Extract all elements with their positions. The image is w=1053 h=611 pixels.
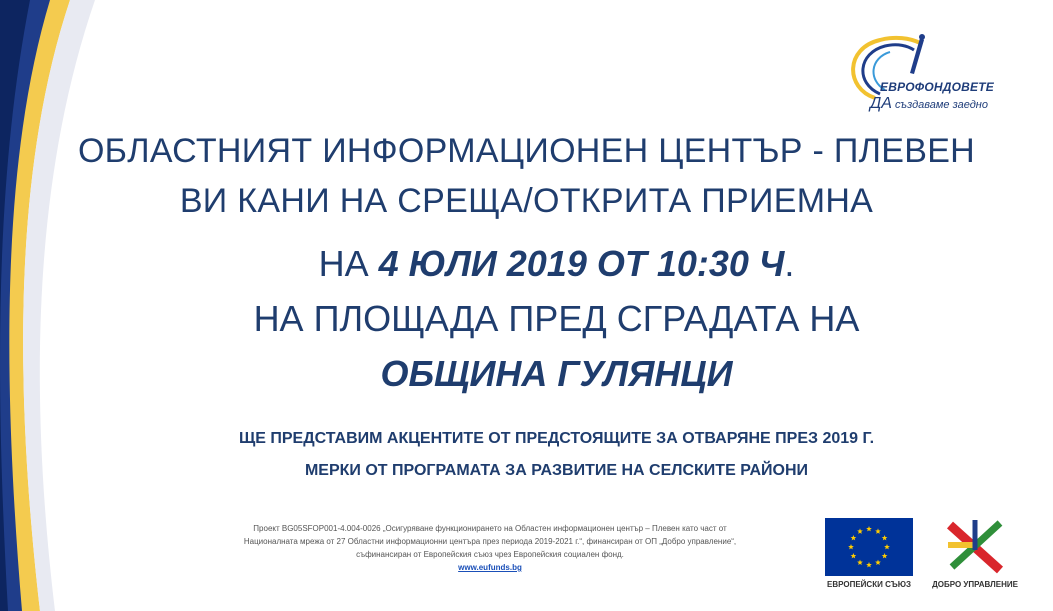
headline-municipality: ОБЩИНА ГУЛЯНЦИ	[380, 353, 733, 394]
eufunds-link[interactable]: www.eufunds.bg	[458, 563, 522, 572]
good-governance-label: ДОБРО УПРАВЛЕНИЕ	[932, 580, 1018, 589]
footer-line-1: Проект BG05SFOP001-4.004-0026 „Осигуряване функционирането на Областен информационен център – Плевен като част от	[253, 524, 727, 533]
subtext-line-2: МЕРКИ ОТ ПРОГРАМАТА ЗА РАЗВИТИЕ НА СЕЛСКИТЕ РАЙОНИ	[304, 462, 809, 479]
headline-line-1: ОБЛАСТНИЯТ ИНФОРМАЦИОНЕН ЦЕНТЪР - ПЛЕВЕН	[77, 132, 976, 170]
eu-label: ЕВРОПЕЙСКИ СЪЮЗ	[827, 580, 911, 589]
headline-line-4: НА ПЛОЩАДА ПРЕД СГРАДАТА НА	[253, 298, 860, 339]
footer-line-2: Националната мрежа от 27 Областни информационни центъра през периода 2019-2021 г.“, финансиран от ОП „Добро управление“,	[243, 537, 737, 546]
event-date: 4 ЮЛИ 2019 ОТ 10:30 Ч	[378, 243, 785, 284]
logo-tagline	[870, 95, 988, 113]
date-suffix: .	[784, 243, 795, 284]
footer-line-3: съфинансиран от Европейския съюз чрез Европейския социален фонд.	[356, 550, 624, 559]
logo-name: ЕВРОФОНДОВЕТЕ	[880, 80, 994, 94]
logo-tagline-rest: създаваме заедно	[895, 99, 988, 111]
headline-line-2: ВИ КАНИ НА СРЕЩА/ОТКРИТА ПРИЕМНА	[179, 182, 874, 220]
logo-tagline-da: ДА	[870, 95, 892, 112]
headline-line-3	[30, 243, 1053, 285]
subtext-line-1: ЩЕ ПРЕДСТАВИМ АКЦЕНТИТЕ ОТ ПРЕДСТОЯЩИТЕ ЗА ОТВАРЯНЕ ПРЕЗ 2019 Г.	[238, 430, 875, 447]
date-prefix: НА	[318, 243, 379, 284]
good-governance-logo-icon	[940, 515, 1010, 577]
eu-flag-icon	[825, 518, 913, 576]
